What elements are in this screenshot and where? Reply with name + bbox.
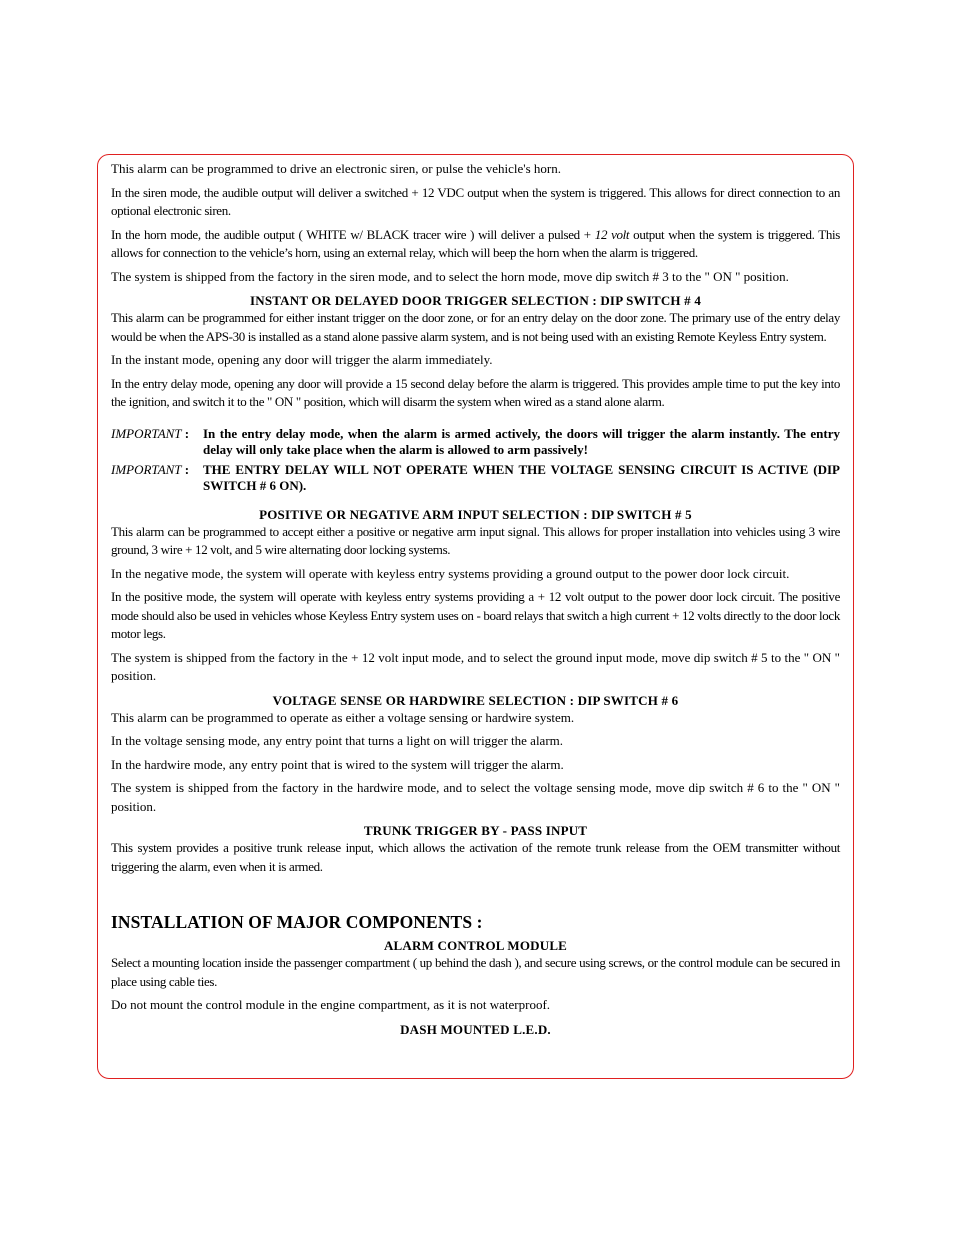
siren-paragraph-2: In the siren mode, the audible output will deliver a switched + 12 VDC output when the system is triggered. This allows for direct connection to an optional electronic siren.: [111, 184, 840, 218]
important-label-1: [111, 426, 203, 458]
siren-paragraph-1: This alarm can be programmed to drive an electronic siren, or pulse the vehicle's horn.: [111, 161, 561, 176]
important-word-1: IMPORTANT: [111, 425, 182, 441]
trunk-bypass-heading: TRUNK TRIGGER BY - PASS INPUT: [363, 823, 588, 838]
siren-paragraph-3-part-c: output when the system is triggered. This allows for connection to the vehicle’s horn, using an external relay, which will beep the horn when the alarm is triggered.: [111, 226, 840, 260]
arm-paragraph-1: This alarm can be programmed to accept either a positive or negative arm input signal. This allows for proper installation into vehicles using 3 wire ground, 3 wire + 12 volt, and 5 wire alternating door locking systems.: [111, 523, 840, 557]
important-text-1: In the entry delay mode, when the alarm is armed actively, the doors will trigger the alarm instantly. The entry delay will only take place when the alarm is allowed to arm passively!: [203, 425, 840, 457]
important-label-2: [111, 462, 203, 494]
arm-paragraph-4: The system is shipped from the factory in the + 12 volt input mode, and to select the ground input mode, move dip switch # 5 to the " ON " position.: [111, 649, 840, 683]
important-word-2: IMPORTANT: [111, 461, 182, 477]
door-trigger-section: [111, 292, 840, 494]
trunk-paragraph-1: This system provides a positive trunk release input, which allows the activation of the remote trunk release from the OEM transmitter without triggering the alarm, even when it is armed.: [111, 840, 840, 874]
voltage-sense-heading: VOLTAGE SENSE OR HARDWIRE SELECTION : DIP SWITCH # 6: [272, 692, 679, 708]
installation-section: [111, 911, 840, 1038]
important-sep-2: :: [181, 461, 190, 477]
install-paragraph-2: Do not mount the control module in the engine compartment, as it is not waterproof.: [111, 997, 551, 1012]
important-sep-1: :: [181, 425, 190, 441]
voltage-paragraph-3: In the hardwire mode, any entry point that is wired to the system will trigger the alarm.: [111, 756, 564, 772]
siren-paragraph-4: The system is shipped from the factory in the siren mode, and to select the horn mode, move dip switch # 3 to the " ON " position.: [111, 268, 789, 284]
door-paragraph-3: In the entry delay mode, opening any door will provide a 15 second delay before the alarm is triggered. This provides ample time to put the key into the ignition, and switch it to the " ON " position, which will disarm the system when wired as a stand alone alarm.: [111, 375, 840, 409]
installation-title: INSTALLATION OF MAJOR COMPONENTS :: [111, 912, 483, 932]
voltage-paragraph-2: In the voltage sensing mode, any entry point that turns a light on will trigger the alarm.: [111, 733, 564, 748]
arm-input-heading: POSITIVE OR NEGATIVE ARM INPUT SELECTION : DIP SWITCH # 5: [259, 506, 692, 522]
voltage-paragraph-4: The system is shipped from the factory in the hardwire mode, and to select the voltage sensing mode, move dip switch # 6 to the " ON " position.: [111, 780, 840, 814]
arm-paragraph-2: In the negative mode, the system will operate with keyless entry systems providing a ground output to the power door lock circuit.: [111, 565, 790, 581]
trunk-bypass-section: [111, 822, 840, 876]
voltage-paragraph-1: This alarm can be programmed to operate as either a voltage sensing or hardwire system.: [111, 709, 575, 725]
arm-paragraph-3: In the positive mode, the system will operate with keyless entry systems providing a + 12 volt output to the power door lock circuit. The positive mode should also be used in vehicles whose Keyless Entry system uses on - board relays that switch a high current + 12 volts directly to the door lock motor legs.: [111, 589, 840, 641]
siren-paragraph-3-part-a: In the horn mode, the audible output ( WHITE w/ BLACK tracer wire ) will deliver a pulsed +: [111, 226, 595, 242]
important-text-2: THE ENTRY DELAY WILL NOT OPERATE WHEN THE VOLTAGE SENSING CIRCUIT IS ACTIVE (DIP SWITCH # 6 ON).: [203, 461, 840, 493]
voltage-sense-section: [111, 692, 840, 817]
siren-paragraph-3-italic: 12 volt: [594, 226, 630, 242]
document-body: [111, 160, 840, 1038]
siren-horn-section: [111, 160, 840, 286]
important-note-1: [111, 426, 840, 458]
arm-input-section: [111, 506, 840, 686]
dash-led-heading: DASH MOUNTED L.E.D.: [400, 1021, 551, 1037]
siren-paragraph-3: [111, 226, 840, 263]
door-paragraph-1: This alarm can be programmed for either instant trigger on the door zone, or for an entry delay on the door zone. The primary use of the entry delay would be when the APS-30 is installed as a stand alone passive alarm system, and is not being used with an existing Remote Keyless Entry system.: [111, 310, 840, 344]
door-trigger-heading: INSTANT OR DELAYED DOOR TRIGGER SELECTION : DIP SWITCH # 4: [249, 293, 702, 308]
door-paragraph-2: In the instant mode, opening any door will trigger the alarm immediately.: [111, 352, 493, 367]
control-module-heading: ALARM CONTROL MODULE: [383, 938, 568, 953]
important-note-2: [111, 462, 840, 494]
install-paragraph-1: Select a mounting location inside the passenger compartment ( up behind the dash ), and secure using screws, or the control module can be secured in place using cable ties.: [111, 955, 840, 989]
